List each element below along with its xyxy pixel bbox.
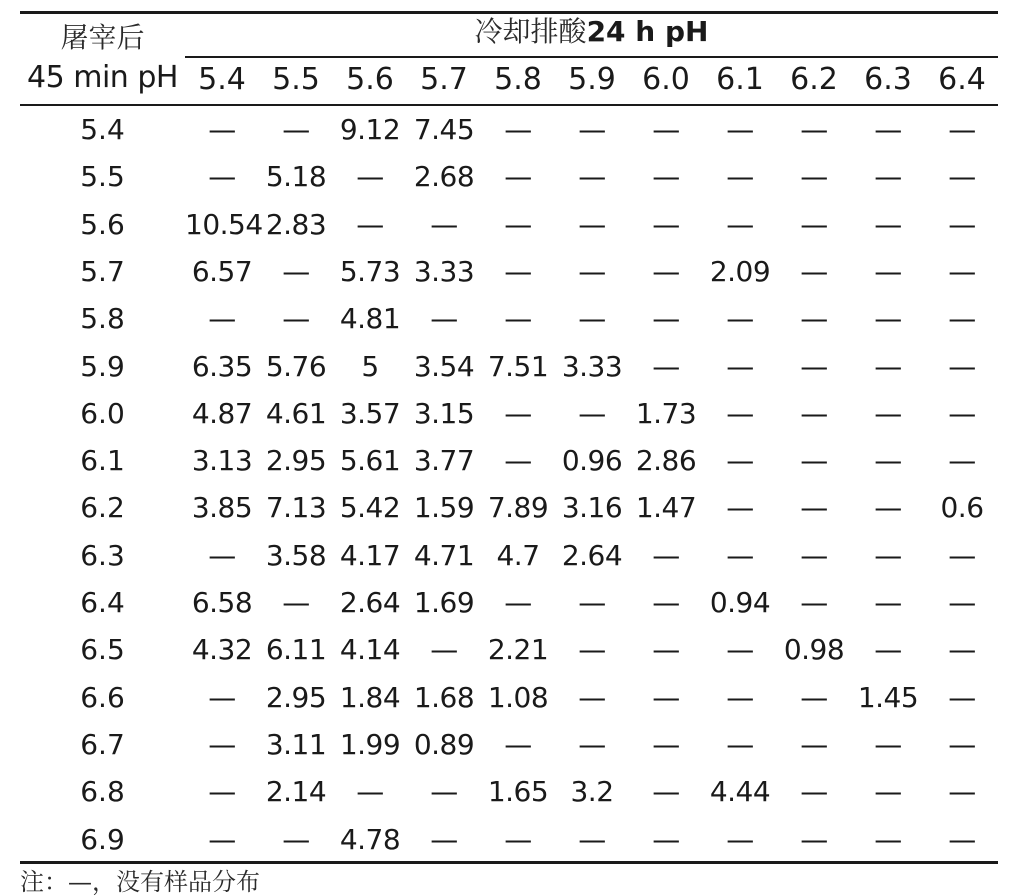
table-cell: —	[874, 113, 902, 146]
table-cell: —	[800, 775, 828, 808]
table-cell: 4.17	[339, 539, 401, 572]
column-header: 5.7	[420, 62, 468, 97]
table-cell: —	[652, 586, 680, 619]
table-cell: —	[874, 208, 902, 241]
table-cell: —	[948, 444, 976, 477]
table-cell: —	[726, 350, 754, 383]
table-cell: —	[800, 160, 828, 193]
table-cell: 1.65	[487, 775, 549, 808]
table-cell: 1.68	[413, 681, 475, 714]
table-cell: —	[948, 586, 976, 619]
table-cell: —	[948, 633, 976, 666]
row-label: 6.9	[80, 823, 125, 856]
table-cell: —	[726, 633, 754, 666]
table-cell: —	[504, 208, 532, 241]
table-cell: —	[874, 444, 902, 477]
column-header: 5.6	[346, 62, 394, 97]
row-header-label: 屠宰后	[60, 21, 145, 54]
table-cell: —	[578, 823, 606, 856]
table-cell: —	[726, 113, 754, 146]
table-cell: —	[430, 302, 458, 335]
table-cell: —	[208, 775, 236, 808]
table-cell: —	[800, 586, 828, 619]
table-cell: —	[948, 208, 976, 241]
table-cell: —	[208, 823, 236, 856]
column-header: 6.2	[790, 62, 838, 97]
table-cell: 1.69	[413, 586, 475, 619]
row-label: 6.7	[80, 728, 125, 761]
table-cell: —	[208, 302, 236, 335]
table-cell: —	[800, 113, 828, 146]
table-cell: —	[874, 255, 902, 288]
table-footnote: 注：—，没有样品分布	[20, 868, 260, 896]
table-cell: —	[948, 775, 976, 808]
table-cell: 6.57	[191, 255, 253, 288]
table-cell: 2.86	[635, 444, 697, 477]
table-cell: —	[874, 775, 902, 808]
table-cell: —	[504, 586, 532, 619]
row-header-sublabel: 45 min pH	[27, 60, 178, 95]
table-cell: 4.78	[339, 823, 401, 856]
column-header: 5.5	[272, 62, 320, 97]
table-cell: 4.7	[496, 539, 540, 572]
table-cell: —	[726, 302, 754, 335]
row-label: 6.1	[80, 444, 125, 477]
table-cell: —	[652, 302, 680, 335]
table-cell: 7.51	[487, 350, 549, 383]
table-cell: 3.11	[265, 728, 327, 761]
table-cell: 3.85	[191, 491, 253, 524]
column-header: 5.4	[198, 62, 246, 97]
table-cell: 1.99	[339, 728, 401, 761]
table-cell: —	[282, 113, 310, 146]
row-label: 6.5	[80, 633, 125, 666]
table-cell: —	[948, 302, 976, 335]
table-bottom-rule	[20, 861, 998, 864]
table-cell: —	[504, 302, 532, 335]
table-cell: —	[504, 255, 532, 288]
table-cell: —	[208, 539, 236, 572]
table-cell: —	[578, 160, 606, 193]
table-cell: —	[504, 397, 532, 430]
table-cell: —	[874, 728, 902, 761]
row-label: 6.8	[80, 775, 125, 808]
table-cell: 3.58	[265, 539, 327, 572]
column-header: 6.4	[938, 62, 986, 97]
row-label: 5.9	[80, 350, 125, 383]
table-cell: 3.15	[413, 397, 475, 430]
table-cell: 7.89	[487, 491, 549, 524]
table-cell: —	[726, 728, 754, 761]
row-label: 6.6	[80, 681, 125, 714]
table-cell: —	[948, 728, 976, 761]
column-group-header-zh: 冷却排酸	[474, 15, 587, 48]
row-label: 5.7	[80, 255, 125, 288]
table-cell: 5.61	[339, 444, 401, 477]
table-cell: 4.32	[191, 633, 253, 666]
table-cell: —	[948, 160, 976, 193]
column-header: 5.9	[568, 62, 616, 97]
table-cell: —	[726, 491, 754, 524]
table-cell: —	[430, 208, 458, 241]
table-cell: 6.58	[191, 586, 253, 619]
table-cell: —	[652, 113, 680, 146]
table-cell: 1.73	[635, 397, 697, 430]
table-cell: —	[800, 539, 828, 572]
table-cell: —	[578, 397, 606, 430]
table-cell: 10.54	[185, 208, 263, 241]
row-label: 5.8	[80, 302, 125, 335]
table-cell: 4.44	[709, 775, 771, 808]
table-cell: 7.45	[413, 113, 475, 146]
table-cell: 4.81	[339, 302, 401, 335]
data-table	[20, 0, 998, 896]
table-cell: —	[504, 160, 532, 193]
table-cell: —	[726, 208, 754, 241]
table-cell: —	[578, 302, 606, 335]
table-cell: 5.42	[339, 491, 401, 524]
row-label: 6.0	[80, 397, 125, 430]
table-cell: —	[800, 350, 828, 383]
table-cell: —	[652, 208, 680, 241]
table-cell: —	[208, 113, 236, 146]
row-label: 6.2	[80, 491, 125, 524]
table-cell: —	[726, 681, 754, 714]
table-cell: —	[874, 586, 902, 619]
table-cell: —	[282, 823, 310, 856]
table-cell: —	[726, 397, 754, 430]
table-cell: —	[578, 208, 606, 241]
table-cell: —	[356, 775, 384, 808]
column-header: 6.1	[716, 62, 764, 97]
table-cell: —	[430, 775, 458, 808]
table-cell: —	[356, 208, 384, 241]
table-cell: —	[874, 350, 902, 383]
table-cell: 1.08	[487, 681, 549, 714]
column-header: 5.8	[494, 62, 542, 97]
table-cell: 9.12	[339, 113, 401, 146]
table-cell: 2.21	[487, 633, 549, 666]
table-cell: —	[800, 681, 828, 714]
table-cell: —	[726, 160, 754, 193]
table-cell: 0.96	[561, 444, 623, 477]
table-cell: —	[948, 823, 976, 856]
table-cell: —	[800, 397, 828, 430]
table-cell: 6.11	[265, 633, 327, 666]
table-cell: —	[726, 444, 754, 477]
table-cell: —	[578, 633, 606, 666]
table-cell: —	[504, 444, 532, 477]
table-cell: 1.84	[339, 681, 401, 714]
table-cell: —	[652, 160, 680, 193]
row-label: 6.3	[80, 539, 125, 572]
table-cell: 4.61	[265, 397, 327, 430]
table-cell: 5.73	[339, 255, 401, 288]
row-label: 5.5	[80, 160, 125, 193]
column-header: 6.3	[864, 62, 912, 97]
table-cell: 2.14	[265, 775, 327, 808]
table-cell: —	[652, 823, 680, 856]
table-cell: 1.45	[857, 681, 919, 714]
table-cell: 3.54	[413, 350, 475, 383]
table-cell: —	[948, 113, 976, 146]
table-cell: —	[208, 728, 236, 761]
table-cell: —	[282, 586, 310, 619]
row-label: 6.4	[80, 586, 125, 619]
table-top-rule	[20, 11, 998, 14]
table-cell: —	[652, 775, 680, 808]
table-cell: —	[504, 113, 532, 146]
table-cell: —	[874, 491, 902, 524]
column-group-header-en: 24 h pH	[586, 15, 709, 48]
table-cell: —	[652, 633, 680, 666]
table-cell: 2.09	[709, 255, 771, 288]
column-group-header	[185, 15, 998, 48]
table-cell: 0.98	[783, 633, 845, 666]
table-cell: —	[800, 302, 828, 335]
table-cell: 0.6	[940, 491, 984, 524]
table-cell: —	[652, 539, 680, 572]
table-cell: 4.71	[413, 539, 475, 572]
table-cell: 4.87	[191, 397, 253, 430]
table-cell: —	[874, 823, 902, 856]
table-cell: —	[948, 255, 976, 288]
table-cell: —	[726, 823, 754, 856]
row-label: 5.6	[80, 208, 125, 241]
table-cell: 4.14	[339, 633, 401, 666]
table-cell: —	[208, 160, 236, 193]
table-cell: —	[430, 823, 458, 856]
table-cell: —	[948, 350, 976, 383]
table-cell: —	[726, 539, 754, 572]
table-cell: 3.33	[561, 350, 623, 383]
column-header: 6.0	[642, 62, 690, 97]
table-cell: 0.94	[709, 586, 771, 619]
table-cell: —	[578, 681, 606, 714]
table-cell: 0.89	[413, 728, 475, 761]
table-cell: —	[874, 539, 902, 572]
table-cell: 5	[361, 350, 379, 383]
table-cell: —	[282, 255, 310, 288]
table-cell: —	[578, 728, 606, 761]
table-cell: —	[874, 633, 902, 666]
table-cell: 5.76	[265, 350, 327, 383]
column-group-rule	[185, 56, 998, 58]
table-cell: 3.13	[191, 444, 253, 477]
table-cell: 1.59	[413, 491, 475, 524]
table-cell: 6.35	[191, 350, 253, 383]
table-cell: —	[652, 350, 680, 383]
table-cell: 2.95	[265, 681, 327, 714]
table-cell: —	[652, 255, 680, 288]
table-cell: —	[652, 681, 680, 714]
table-cell: —	[948, 681, 976, 714]
table-cell: —	[504, 823, 532, 856]
table-cell: —	[578, 255, 606, 288]
table-cell: 2.68	[413, 160, 475, 193]
table-cell: —	[874, 397, 902, 430]
table-cell: —	[800, 208, 828, 241]
table-cell: 3.2	[570, 775, 614, 808]
table-cell: —	[430, 633, 458, 666]
table-cell: —	[504, 728, 532, 761]
table-cell: 3.77	[413, 444, 475, 477]
table-cell: 2.64	[339, 586, 401, 619]
table-cell: 2.64	[561, 539, 623, 572]
table-cell: —	[874, 160, 902, 193]
table-cell: —	[652, 728, 680, 761]
table-cell: —	[948, 397, 976, 430]
table-cell: —	[282, 302, 310, 335]
table-cell: —	[800, 444, 828, 477]
table-cell: —	[800, 255, 828, 288]
table-cell: 3.33	[413, 255, 475, 288]
table-cell: —	[578, 113, 606, 146]
header-bottom-rule	[20, 104, 998, 106]
row-label: 5.4	[80, 113, 125, 146]
table-cell: —	[356, 160, 384, 193]
table-cell: 7.13	[265, 491, 327, 524]
table-cell: —	[208, 681, 236, 714]
table-cell: —	[578, 586, 606, 619]
table-cell: —	[800, 491, 828, 524]
table-cell: —	[874, 302, 902, 335]
table-cell: 2.95	[265, 444, 327, 477]
table-cell: —	[800, 728, 828, 761]
table-cell: 3.57	[339, 397, 401, 430]
table-cell: 5.18	[265, 160, 327, 193]
table-cell: 1.47	[635, 491, 697, 524]
table-cell: 3.16	[561, 491, 623, 524]
table-cell: —	[800, 823, 828, 856]
table-cell: —	[948, 539, 976, 572]
table-cell: 2.83	[265, 208, 327, 241]
